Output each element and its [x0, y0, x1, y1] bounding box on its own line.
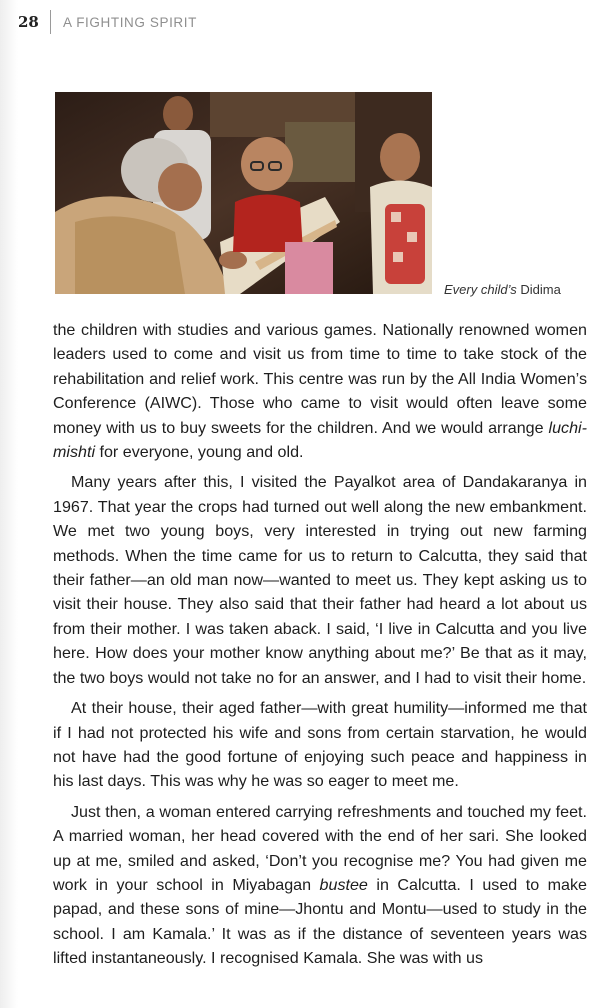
page-edge-shadow [0, 0, 18, 1008]
paragraph-3-text: At their house, their aged father—with great humility—informed me that if I had not protected his wife and sons from certain starvation, he would not have had the good fortune of enjoying such peace and happiness in his last days. This was why he was so eager to meet me. [53, 699, 587, 791]
paragraph-1 [53, 318, 587, 464]
paragraph-4 [53, 800, 587, 971]
caption-italic-part: Every child’s [444, 282, 517, 297]
paragraph-1-text-end: for everyone, young and old. [95, 443, 304, 462]
paragraph-2-text: Many years after this, I visited the Payalkot area of Dandakaranya in 1967. That year the crops had turned out well along the new embankment. We met two young boys, very interested in trying out new farming methods. When the time came for us to return to Calcutta, they said that their father—an old man now—wanted to meet us. They kept asking us to visit their house. They also said that their father had heard a lot about us from their mother. I was taken aback. I said, ‘I live in Calcutta and you live here. How does your mother know anything about me?’ Be that as it may, the two boys would not take no for an answer, and I had to visit their home. [53, 473, 587, 687]
photo-illustration [55, 92, 432, 294]
running-header [18, 10, 197, 34]
paragraph-3 [53, 696, 587, 794]
paragraph-4-text-end: in Calcutta. I used to make papad, and these sons of mine—Jhontu and Montu—used to study in the school. I am Kamala.’ It was as if the distance of seventeen years was lifted instantaneously. I recognised Kamala. She was with us [53, 875, 588, 968]
header-divider [50, 10, 51, 34]
photograph [55, 92, 432, 294]
running-title: A FIGHTING SPIRIT [63, 14, 197, 30]
paragraph-1-emphasis: luchi-mishti [53, 418, 587, 462]
caption-regular-part: Didima [516, 282, 561, 297]
paragraph-2 [53, 470, 587, 690]
photo-caption [444, 282, 561, 297]
paragraph-4-emphasis: bustee [319, 875, 368, 894]
paragraph-4-text: Just then, a woman entered carrying refreshments and touched my feet. A married woman, her head covered with the end of her sari. She looked up at me, smiled and asked, ‘Don’t you recognise me? You had given me work in your school in Miyabagan [53, 802, 587, 894]
page-number: 28 [18, 13, 39, 31]
paragraph-1-text: the children with studies and various games. Nationally renowned women leaders used to come and visit us from time to time to take stock of the rehabilitation and relief work. This centre was run by the All India Women’s Conference (AIWC). Those who came to visit would often leave some money with us to buy sweets for the children. And we would arrange [53, 321, 587, 437]
body-text [53, 318, 587, 971]
